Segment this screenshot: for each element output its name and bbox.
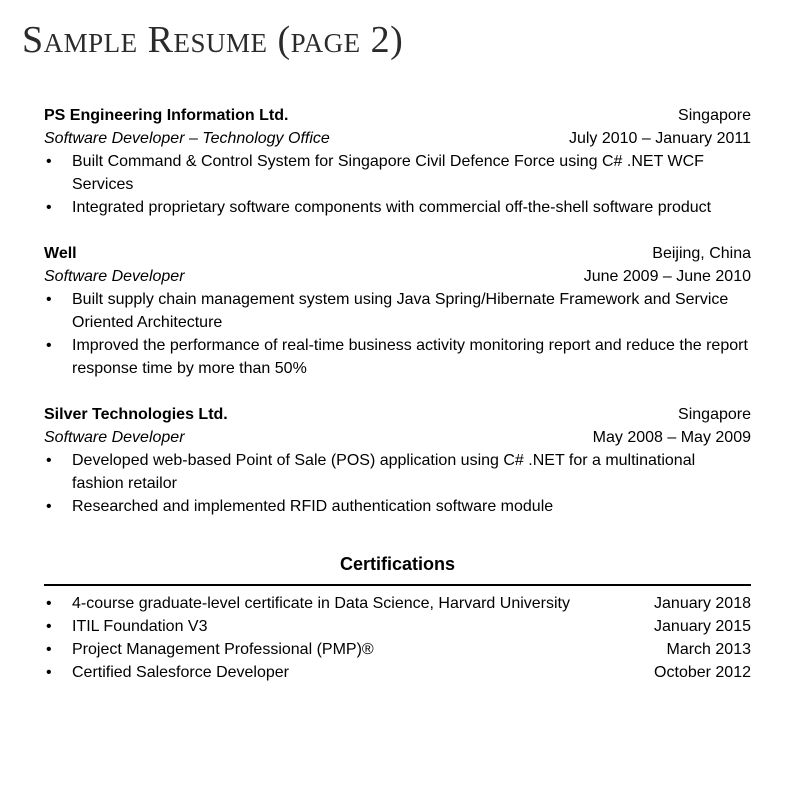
job-location: Singapore bbox=[678, 107, 751, 124]
bullet-dot: • bbox=[46, 452, 52, 469]
resume-content bbox=[44, 104, 751, 684]
job-bullet bbox=[44, 449, 751, 495]
bullet-dot: • bbox=[46, 595, 52, 612]
bullet-dot: • bbox=[46, 199, 52, 216]
job-bullet-text: Researched and implemented RFID authentication software module bbox=[72, 498, 554, 515]
job-header-row bbox=[44, 104, 751, 127]
bullet-dot: • bbox=[46, 618, 52, 635]
job-bullet-text: Built Command & Control System for Singapore Civil Defence Force using C# .NET WCF Services bbox=[72, 153, 704, 193]
experience-entry bbox=[44, 104, 751, 219]
job-dates: May 2008 – May 2009 bbox=[592, 429, 751, 446]
job-bullet bbox=[44, 288, 751, 334]
certification-date: March 2013 bbox=[666, 641, 751, 658]
page-title: Sample Resume (page 2) bbox=[22, 19, 404, 61]
job-bullet-text: Integrated proprietary software components with commercial off-the-shell software product bbox=[72, 199, 712, 216]
experience-entry bbox=[44, 242, 751, 380]
certification-item bbox=[44, 592, 751, 615]
job-title: Software Developer – Technology Office bbox=[44, 130, 330, 147]
job-role-row bbox=[44, 426, 751, 449]
job-role-row bbox=[44, 265, 751, 288]
bullet-dot: • bbox=[46, 664, 52, 681]
certification-item bbox=[44, 638, 751, 661]
bullet-dot: • bbox=[46, 337, 52, 354]
job-header-row bbox=[44, 242, 751, 265]
job-bullets bbox=[44, 449, 751, 518]
job-dates: July 2010 – January 2011 bbox=[568, 130, 751, 147]
certification-entry bbox=[44, 592, 570, 615]
certification-name: Certified Salesforce Developer bbox=[72, 664, 289, 681]
certifications-heading: Certifications bbox=[339, 554, 456, 574]
certification-date: January 2018 bbox=[654, 595, 751, 612]
job-bullet bbox=[44, 196, 751, 219]
certification-entry bbox=[44, 661, 289, 684]
job-title: Software Developer bbox=[44, 268, 185, 285]
experience-entry bbox=[44, 403, 751, 518]
certification-item bbox=[44, 661, 751, 684]
certification-name: 4-course graduate-level certificate in Data Science, Harvard University bbox=[72, 595, 570, 612]
job-bullet-text: Improved the performance of real-time business activity monitoring report and reduce the report response time by more than 50% bbox=[72, 337, 748, 377]
job-bullets bbox=[44, 150, 751, 219]
certification-entry bbox=[44, 638, 374, 661]
company-name: Well bbox=[44, 245, 77, 262]
certification-item bbox=[44, 615, 751, 638]
job-bullet bbox=[44, 334, 751, 380]
job-role-row bbox=[44, 127, 751, 150]
company-name: PS Engineering Information Ltd. bbox=[44, 107, 289, 124]
section-divider bbox=[44, 584, 751, 586]
job-location: Singapore bbox=[678, 406, 751, 423]
job-bullet-text: Developed web-based Point of Sale (POS) application using C# .NET for a multinational fashion retailor bbox=[72, 452, 696, 492]
certification-date: October 2012 bbox=[654, 664, 751, 681]
job-location: Beijing, China bbox=[652, 245, 751, 262]
certification-name: ITIL Foundation V3 bbox=[72, 618, 208, 635]
certification-entry bbox=[44, 615, 208, 638]
certification-date: January 2015 bbox=[654, 618, 751, 635]
job-bullets bbox=[44, 288, 751, 380]
job-dates: June 2009 – June 2010 bbox=[583, 268, 751, 285]
certification-name: Project Management Professional (PMP)® bbox=[72, 641, 374, 658]
job-bullet-text: Built supply chain management system using Java Spring/Hibernate Framework and Service Oriented Architecture bbox=[72, 291, 729, 331]
bullet-dot: • bbox=[46, 641, 52, 658]
job-header-row bbox=[44, 403, 751, 426]
bullet-dot: • bbox=[46, 153, 52, 170]
job-bullet bbox=[44, 150, 751, 196]
certifications-list bbox=[44, 592, 751, 684]
company-name: Silver Technologies Ltd. bbox=[44, 406, 228, 423]
job-title: Software Developer bbox=[44, 429, 185, 446]
bullet-dot: • bbox=[46, 498, 52, 515]
job-bullet bbox=[44, 495, 751, 518]
bullet-dot: • bbox=[46, 291, 52, 308]
